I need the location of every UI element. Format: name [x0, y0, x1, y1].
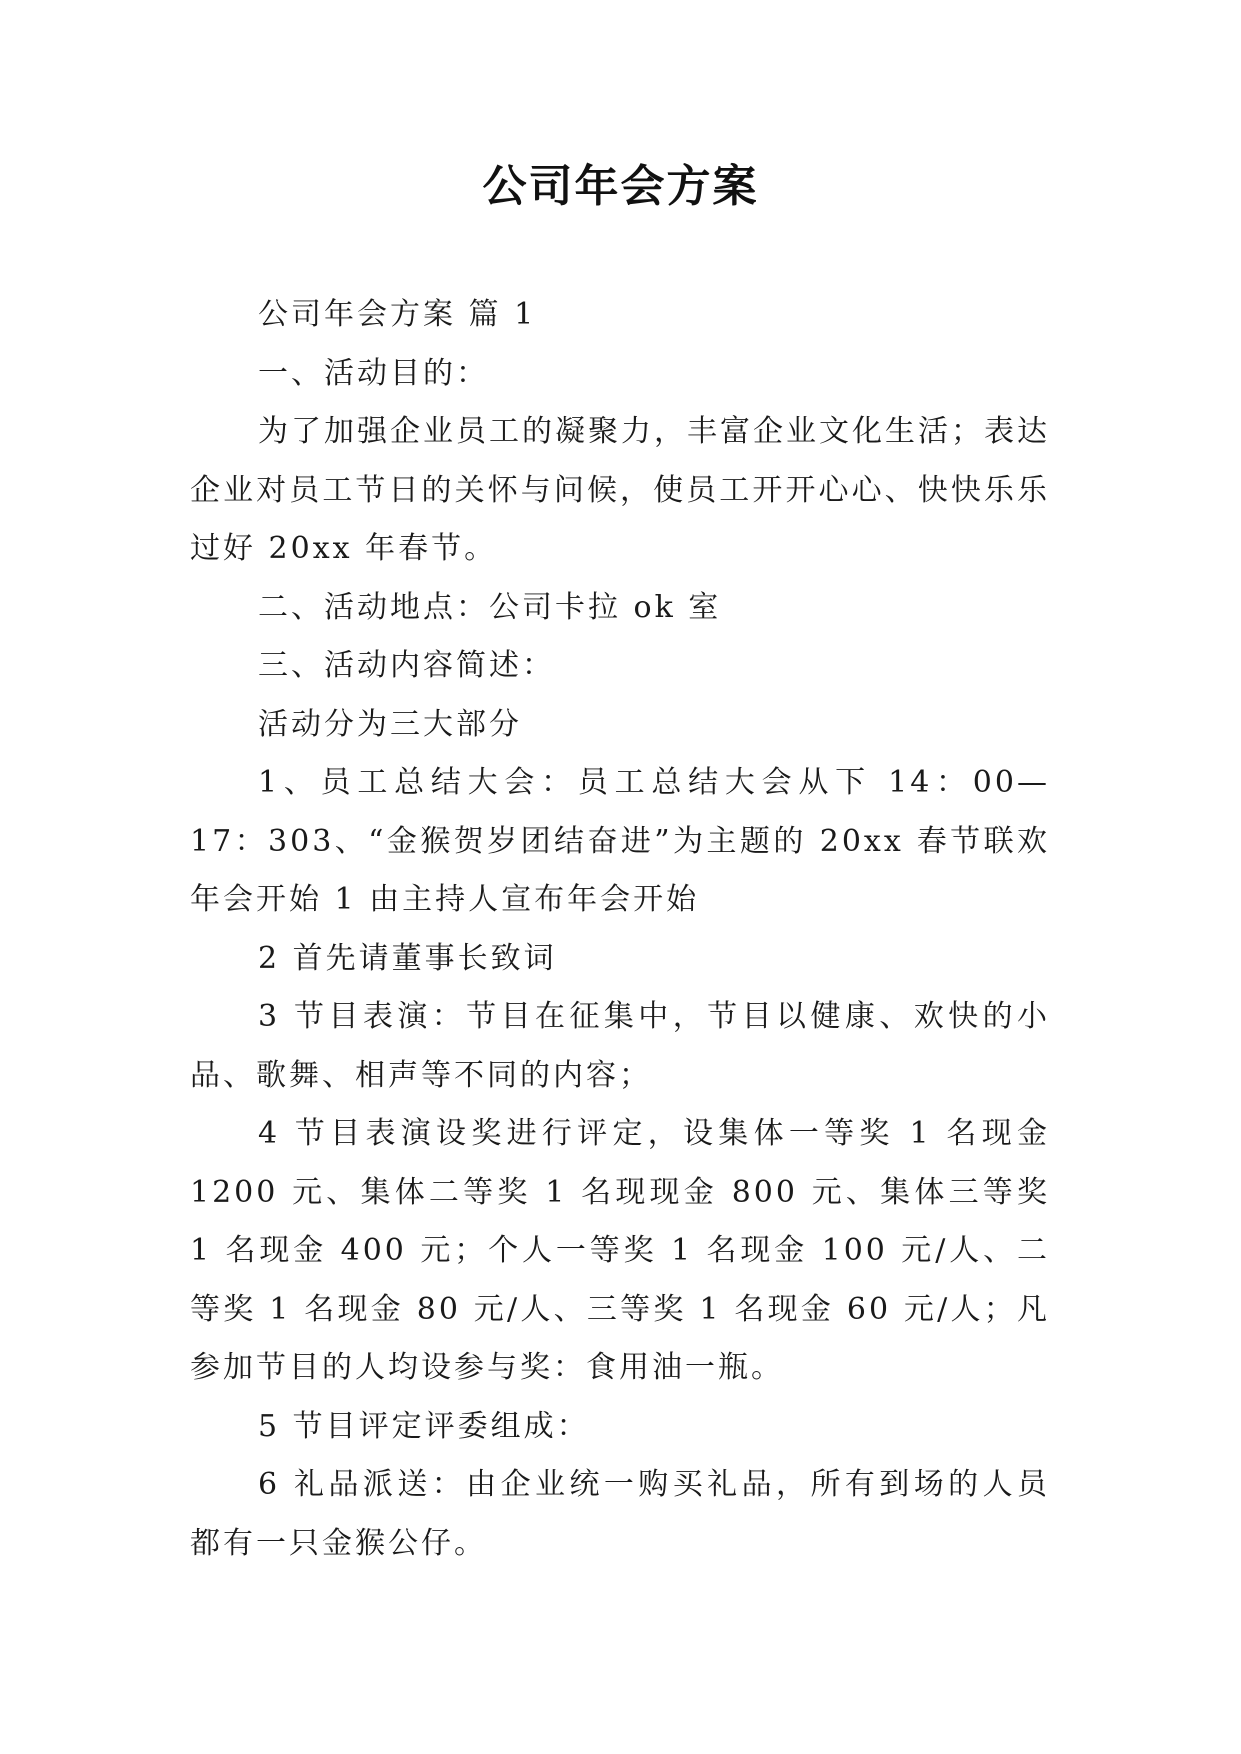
- paragraph-purpose-text: 为了加强企业员工的凝聚力，丰富企业文化生活；表达企业对员工节日的关怀与问候，使员工开开心心、快快乐乐过好 20xx 年春节。: [190, 414, 1050, 566]
- paragraph-section-heading: 公司年会方案 篇 1: [258, 297, 537, 332]
- paragraph-item-3: 3 节目表演：节目在征集中，节目以健康、欢快的小品、歌舞、相声等不同的内容；: [190, 999, 1050, 1093]
- paragraph-item-2: 2 首先请董事长致词: [258, 940, 557, 976]
- paragraph-item-5: 5 节目评定评委组成：: [258, 1408, 590, 1444]
- document-body: [190, 286, 1050, 1573]
- paragraph-location: 二、活动地点：公司卡拉 ok 室: [258, 589, 722, 625]
- paragraph-item-1: 1、员工总结大会：员工总结大会从下 14：00—17：303、“金猴贺岁团结奋进”为主题的 20xx 春节联欢年会开始 1 由主持人宣布年会开始: [190, 765, 1050, 917]
- paragraph-content-intro: 活动分为三大部分: [258, 706, 522, 742]
- document-title: 公司年会方案: [482, 161, 759, 212]
- paragraph-purpose-heading: 一、活动目的：: [258, 355, 489, 391]
- paragraph-content-heading: 三、活动内容简述：: [258, 648, 555, 683]
- paragraph-item-6: 6 礼品派送：由企业统一购买礼品，所有到场的人员都有一只金猴公仔。: [190, 1467, 1050, 1561]
- paragraph-item-4: 4 节目表演设奖进行评定，设集体一等奖 1 名现金 1200 元、集体二等奖 1 名现现金 800 元、集体三等奖 1 名现金 400 元；个人一等奖 1 名现金 100 元/人、二等奖 1 名现金 80 元/人、三等奖 1 名现金 60 元/人；凡参加节目的人均设参与奖：食用油一瓶。: [190, 1116, 1050, 1385]
